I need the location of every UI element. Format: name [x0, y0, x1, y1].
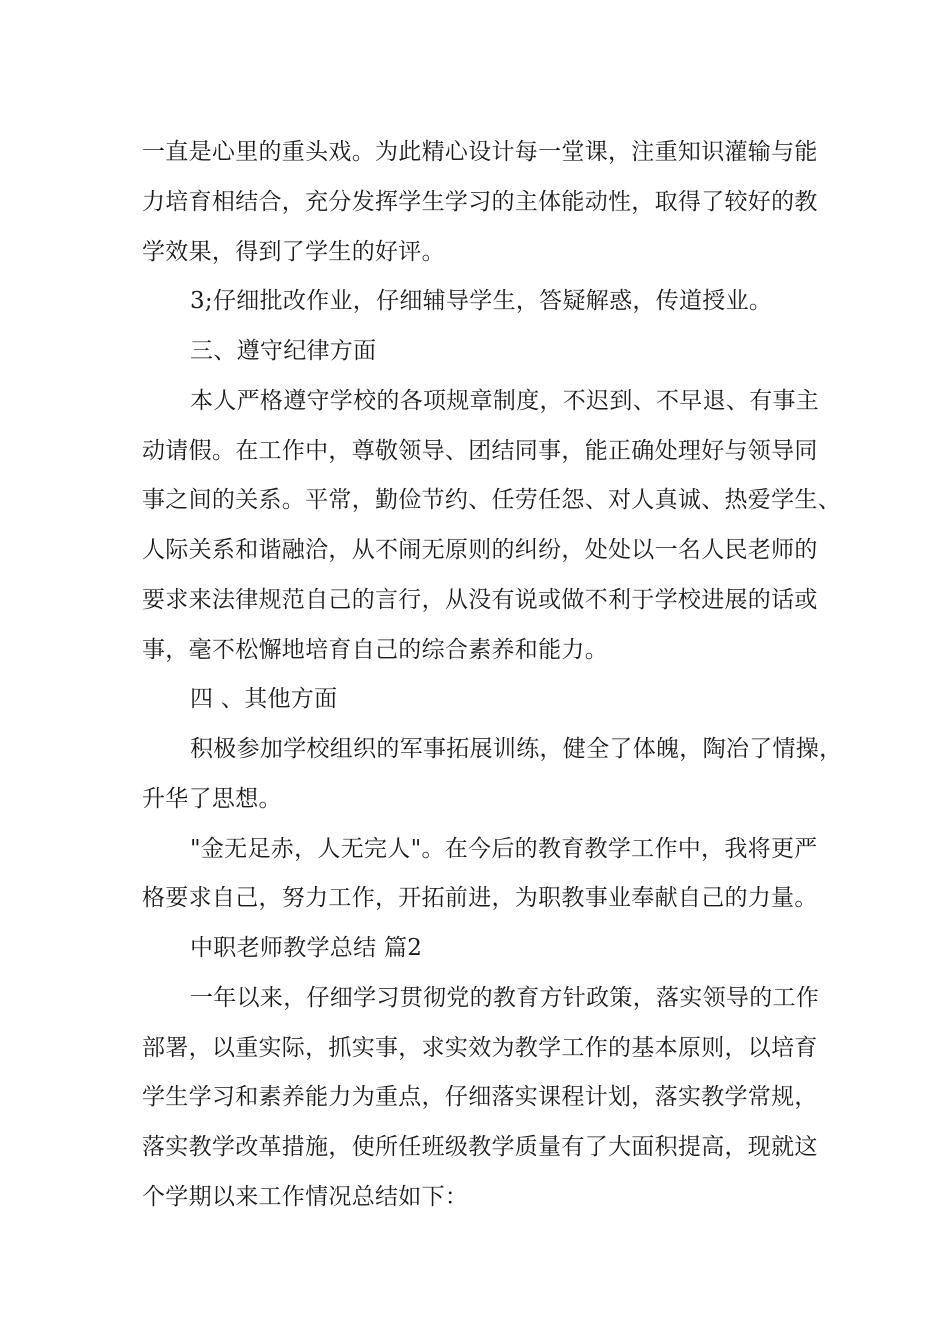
text-line: 一直是心里的重头戏。为此精心设计每一堂课，注重知识灌输与能: [142, 139, 818, 165]
text-line: 学效果，得到了学生的好评。: [142, 239, 445, 265]
text-line: 积极参加学校组织的军事拓展训练，健全了体魄，陶冶了情操，: [190, 736, 843, 762]
section-heading: 四 、其他方面: [190, 686, 338, 712]
text-line: 个学期以来工作情况总结如下：: [142, 1184, 469, 1210]
article-title: 中职老师教学总结 篇2: [190, 935, 423, 961]
text-line: 升华了思想。: [142, 786, 282, 812]
text-line: 部署，以重实际，抓实事，求实效为教学工作的基本原则，以培育: [142, 1035, 818, 1061]
text-line: 一年以来，仔细学习贯彻党的教育方针政策，落实领导的工作: [190, 985, 820, 1011]
text-line: 本人严格遵守学校的各项规章制度，不迟到、不早退、有事主: [190, 388, 820, 414]
text-line: 事之间的关系。平常，勤俭节约、任劳任怨、对人真诚、热爱学生、: [142, 487, 841, 513]
text-line: 要求来法律规范自己的言行，从没有说或做不利于学校进展的话或: [142, 587, 818, 613]
text-line: 人际关系和谐融洽，从不闹无原则的纠纷，处处以一名人民老师的: [142, 537, 818, 563]
text-line: 力培育相结合，充分发挥学生学习的主体能动性，取得了较好的教: [142, 189, 818, 215]
text-line: 落实教学改革措施，使所任班级教学质量有了大面积提高，现就这: [142, 1134, 818, 1160]
text-line: "金无足赤，人无完人"。在今后的教育教学工作中，我将更严: [190, 836, 818, 862]
text-line: 3;仔细批改作业，仔细辅导学生，答疑解惑，传道授业。: [190, 288, 773, 314]
text-line: 格要求自己，努力工作，开拓前进，为职教事业奉献自己的力量。: [142, 885, 818, 911]
text-line: 事，毫不松懈地培育自己的综合素养和能力。: [142, 637, 608, 663]
text-line: 动请假。在工作中，尊敬领导、团结同事，能正确处理好与领导同: [142, 438, 818, 464]
text-line: 学生学习和素养能力为重点，仔细落实课程计划，落实教学常规，: [142, 1084, 818, 1110]
section-heading: 三、遵守纪律方面: [190, 338, 377, 364]
